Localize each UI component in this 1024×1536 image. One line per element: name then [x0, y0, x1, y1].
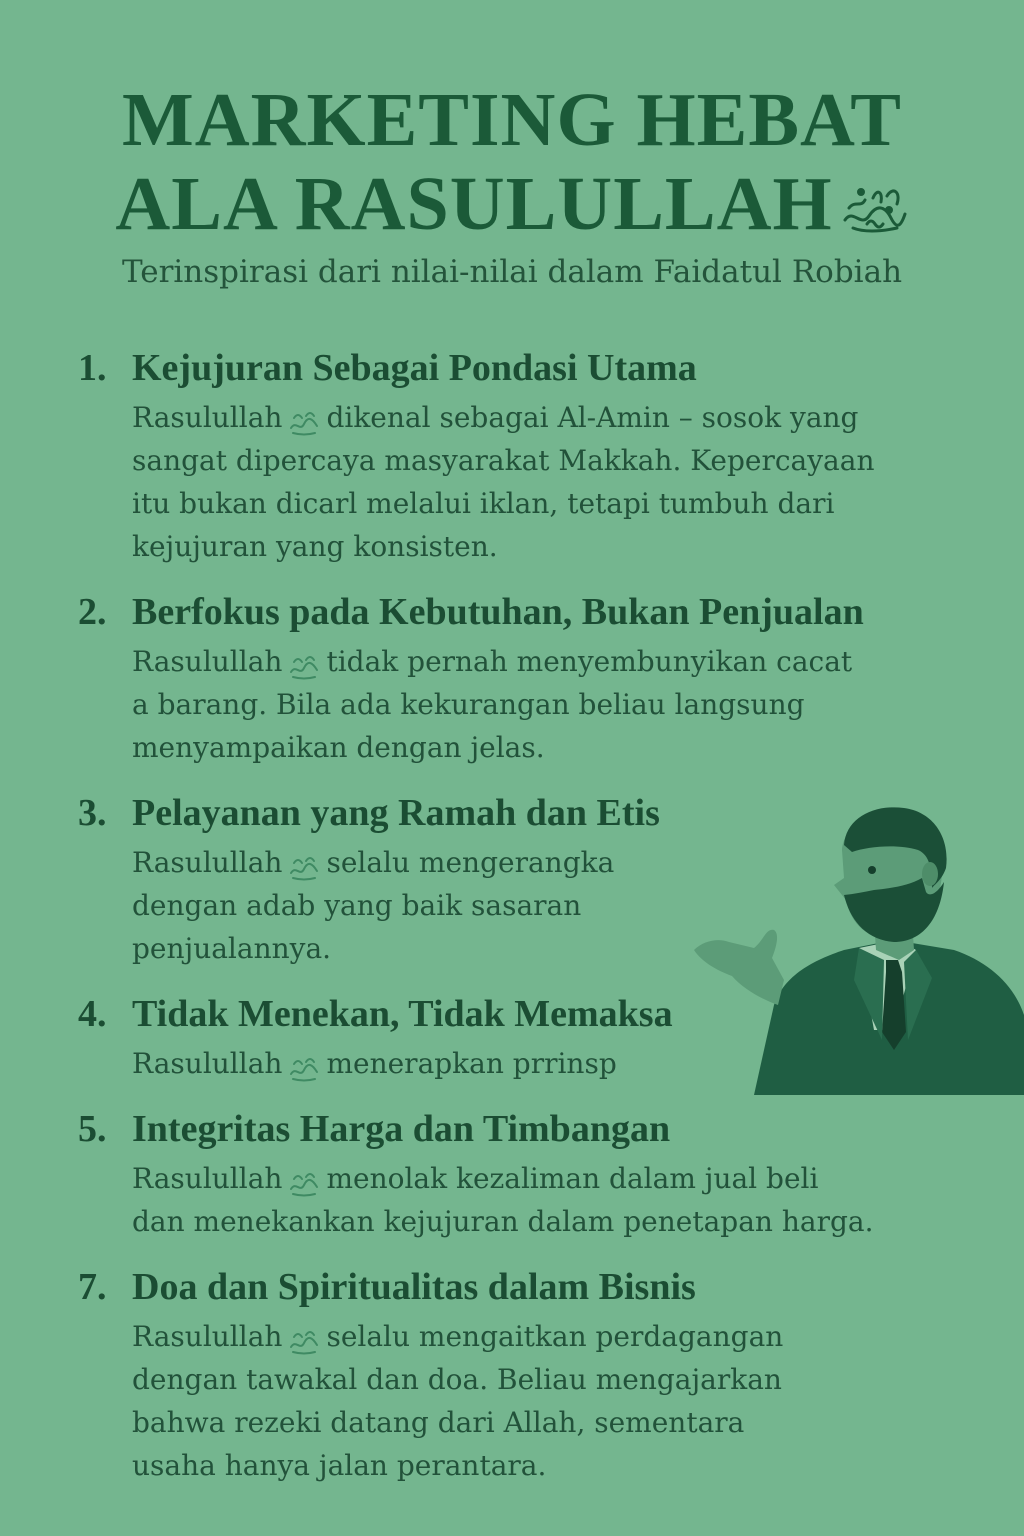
- item-number: 1.: [78, 347, 107, 389]
- body-line: usaha hanya jalan perantara.: [132, 1449, 547, 1482]
- body-text: dikenal sebagai Al-Amin – sosok yang: [326, 401, 859, 434]
- list-item: [78, 584, 958, 769]
- item-body: [132, 396, 958, 568]
- body-line: [132, 1157, 958, 1200]
- body-line: dengan tawakal dan doa. Beliau mengajarkan: [132, 1363, 782, 1396]
- body-line: dan menekankan kejujuran dalam penetapan harga.: [132, 1205, 874, 1238]
- body-line: itu bukan dicarl melalui iklan, tetapi tumbuh dari: [132, 487, 835, 520]
- body-line: kejujuran yang konsisten.: [132, 530, 498, 563]
- body-line: menyampaikan dengan jelas.: [132, 731, 545, 764]
- body-text: Rasulullah: [132, 401, 283, 434]
- page-title: [0, 78, 1024, 246]
- item-body: [132, 1315, 958, 1487]
- body-text: Rasulullah: [132, 846, 283, 879]
- body-line: [132, 396, 958, 439]
- item-heading: Pelayanan yang Ramah dan Etis: [132, 792, 660, 834]
- body-line: [132, 1315, 958, 1358]
- body-text: selalu mengerangka: [326, 846, 615, 879]
- salawat-icon: [288, 853, 320, 881]
- ear: [922, 862, 938, 886]
- list-item: [78, 1101, 958, 1243]
- salawat-icon: [288, 652, 320, 680]
- body-line: [132, 640, 958, 683]
- item-heading: Doa dan Spiritualitas dalam Bisnis: [132, 1266, 696, 1308]
- body-line: bahwa rezeki datang dari Allah, sementara: [132, 1406, 745, 1439]
- businessman-illustration: [694, 800, 1024, 1095]
- body-text: selalu mengaitkan perdagangan: [326, 1320, 784, 1353]
- title-line-2: ALA RASULULLAH: [115, 162, 833, 246]
- title-line-1: MARKETING HEBAT: [121, 78, 902, 162]
- body-text: Rasulullah: [132, 1047, 283, 1080]
- hand: [694, 930, 784, 1005]
- title-line-2-wrap: [0, 162, 1024, 246]
- item-number: 5.: [78, 1108, 107, 1150]
- list-item: [78, 340, 958, 568]
- salawat-icon: [288, 1054, 320, 1082]
- item-heading: Tidak Menekan, Tidak Memaksa: [132, 993, 673, 1035]
- body-text: menerapkan prrinsp: [326, 1047, 617, 1080]
- item-number: 4.: [78, 993, 107, 1035]
- salawat-icon: [288, 1169, 320, 1197]
- item-heading: Kejujuran Sebagai Pondasi Utama: [132, 347, 697, 389]
- body-line: penjualannya.: [132, 932, 332, 965]
- body-line: a barang. Bila ada kekurangan beliau langsung: [132, 688, 805, 721]
- body-text: Rasulullah: [132, 1320, 283, 1353]
- body-line: dengan adab yang baik sasaran: [132, 889, 582, 922]
- salawat-icon: [288, 408, 320, 436]
- body-text: Rasulullah: [132, 1162, 283, 1195]
- item-heading: Berfokus pada Kebutuhan, Bukan Penjualan: [132, 591, 864, 633]
- item-body: [132, 640, 958, 769]
- body-text: menolak kezaliman dalam jual beli: [326, 1162, 819, 1195]
- salawat-calligraphy-icon: [839, 178, 909, 234]
- salawat-icon: [288, 1327, 320, 1355]
- item-number: 2.: [78, 591, 107, 633]
- item-body: [132, 1157, 958, 1243]
- item-number: 7.: [78, 1266, 107, 1308]
- body-text: Rasulullah: [132, 645, 283, 678]
- body-text: tidak pernah menyembunyikan cacat: [326, 645, 853, 678]
- eye: [868, 866, 876, 874]
- body-line: sangat dipercaya masyarakat Makkah. Kepercayaan: [132, 444, 875, 477]
- item-heading: Integritas Harga dan Timbangan: [132, 1108, 671, 1150]
- list-item: [78, 1259, 958, 1487]
- subtitle: Terinspirasi dari nilai-nilai dalam Faidatul Robiah: [121, 254, 903, 290]
- item-number: 3.: [78, 792, 107, 834]
